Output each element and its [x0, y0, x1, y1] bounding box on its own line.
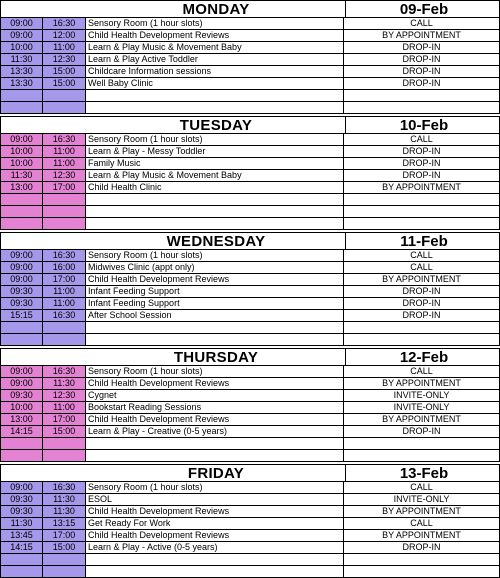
schedule-row	[0, 426, 500, 438]
start-time: 09:30	[0, 390, 43, 401]
booking-type: CALL	[344, 250, 500, 261]
start-time	[0, 102, 43, 113]
activity-name: Infant Feeding Support	[86, 298, 344, 309]
end-time	[43, 334, 86, 345]
schedule-row	[0, 530, 500, 542]
start-time: 09:00	[0, 262, 43, 273]
start-time	[0, 554, 43, 565]
schedule-row	[0, 506, 500, 518]
schedule-row	[0, 450, 500, 462]
start-time	[0, 322, 43, 333]
start-time: 15:15	[0, 310, 43, 321]
activity-name	[86, 102, 344, 113]
activity-name: Sensory Room (1 hour slots)	[86, 250, 344, 261]
schedule-row	[0, 366, 500, 378]
start-time: 09:30	[0, 286, 43, 297]
start-time: 09:30	[0, 298, 43, 309]
activity-name: Learn & Play Active Toddler	[86, 54, 344, 65]
day-date: 12-Feb	[345, 349, 500, 366]
end-time: 13:15	[43, 518, 86, 529]
activity-name	[86, 566, 344, 577]
day-name: MONDAY	[182, 1, 250, 18]
schedule-row	[0, 542, 500, 554]
activity-name	[86, 218, 344, 229]
booking-type: DROP-IN	[344, 542, 500, 553]
end-time	[43, 566, 86, 577]
activity-name: Child Health Development Reviews	[86, 414, 344, 425]
start-time: 11:30	[0, 518, 43, 529]
schedule-row	[0, 218, 500, 230]
booking-type: BY APPOINTMENT	[344, 30, 500, 41]
booking-type: DROP-IN	[344, 66, 500, 77]
start-time: 14:15	[0, 542, 43, 553]
day-header	[0, 232, 500, 250]
booking-type	[344, 450, 500, 461]
end-time: 15:00	[43, 78, 86, 89]
start-time: 10:00	[0, 42, 43, 53]
end-time: 15:00	[43, 542, 86, 553]
schedule-row	[0, 42, 500, 54]
end-time: 15:00	[43, 426, 86, 437]
day-block-thursday	[0, 348, 500, 462]
start-time: 09:30	[0, 494, 43, 505]
schedule-row	[0, 170, 500, 182]
schedule-row	[0, 146, 500, 158]
start-time: 10:00	[0, 146, 43, 157]
start-time: 09:00	[0, 250, 43, 261]
booking-type: DROP-IN	[344, 78, 500, 89]
booking-type: INVITE-ONLY	[344, 494, 500, 505]
schedule-row	[0, 134, 500, 146]
end-time: 16:30	[43, 366, 86, 377]
end-time: 11:00	[43, 158, 86, 169]
schedule-row	[0, 298, 500, 310]
schedule-row	[0, 250, 500, 262]
start-time: 09:00	[0, 366, 43, 377]
schedule-row	[0, 90, 500, 102]
day-header	[0, 348, 500, 366]
activity-name: Child Health Development Reviews	[86, 530, 344, 541]
activity-name	[86, 334, 344, 345]
booking-type: CALL	[344, 134, 500, 145]
activity-name: Sensory Room (1 hour slots)	[86, 134, 344, 145]
start-time: 13:30	[0, 66, 43, 77]
booking-type	[344, 102, 500, 113]
booking-type: CALL	[344, 18, 500, 29]
activity-name: Well Baby Clinic	[86, 78, 344, 89]
schedule-row	[0, 334, 500, 346]
activity-name	[86, 206, 344, 217]
booking-type: BY APPOINTMENT	[344, 274, 500, 285]
activity-name: Midwives Clinic (appt only)	[86, 262, 344, 273]
end-time: 11:00	[43, 286, 86, 297]
booking-type	[344, 554, 500, 565]
schedule-row	[0, 390, 500, 402]
schedule-row	[0, 414, 500, 426]
end-time	[43, 438, 86, 449]
activity-name	[86, 438, 344, 449]
activity-name: Learn & Play - Active (0-5 years)	[86, 542, 344, 553]
start-time: 09:00	[0, 18, 43, 29]
schedule-row	[0, 78, 500, 90]
schedule-row	[0, 182, 500, 194]
end-time: 16:30	[43, 18, 86, 29]
start-time: 13:00	[0, 414, 43, 425]
schedule-row	[0, 54, 500, 66]
end-time: 16:30	[43, 482, 86, 493]
end-time: 12:30	[43, 390, 86, 401]
activity-name	[86, 554, 344, 565]
booking-type: BY APPOINTMENT	[344, 506, 500, 517]
day-date: 11-Feb	[345, 233, 500, 250]
booking-type	[344, 322, 500, 333]
end-time	[43, 90, 86, 101]
end-time: 12:30	[43, 170, 86, 181]
start-time	[0, 566, 43, 577]
activity-name: Learn & Play - Creative (0-5 years)	[86, 426, 344, 437]
start-time: 10:00	[0, 402, 43, 413]
start-time: 09:00	[0, 378, 43, 389]
end-time: 16:30	[43, 310, 86, 321]
start-time: 13:30	[0, 78, 43, 89]
activity-name: Cygnet	[86, 390, 344, 401]
booking-type	[344, 218, 500, 229]
schedule-row	[0, 554, 500, 566]
start-time: 13:00	[0, 182, 43, 193]
booking-type: DROP-IN	[344, 298, 500, 309]
start-time: 13:45	[0, 530, 43, 541]
schedule-row	[0, 194, 500, 206]
activity-name: Sensory Room (1 hour slots)	[86, 18, 344, 29]
day-header	[0, 116, 500, 134]
booking-type: BY APPOINTMENT	[344, 530, 500, 541]
end-time: 11:00	[43, 402, 86, 413]
start-time: 11:30	[0, 54, 43, 65]
booking-type: DROP-IN	[344, 54, 500, 65]
end-time: 17:00	[43, 182, 86, 193]
booking-type: INVITE-ONLY	[344, 402, 500, 413]
schedule-row	[0, 482, 500, 494]
day-name: FRIDAY	[187, 465, 245, 482]
start-time	[0, 194, 43, 205]
activity-name: Get Ready For Work	[86, 518, 344, 529]
end-time: 15:00	[43, 66, 86, 77]
day-header	[0, 0, 500, 18]
end-time	[43, 322, 86, 333]
end-time: 16:00	[43, 262, 86, 273]
booking-type: DROP-IN	[344, 42, 500, 53]
activity-name	[86, 194, 344, 205]
activity-name	[86, 90, 344, 101]
start-time: 09:30	[0, 506, 43, 517]
day-block-tuesday	[0, 116, 500, 230]
start-time: 09:00	[0, 134, 43, 145]
start-time	[0, 450, 43, 461]
end-time: 17:00	[43, 530, 86, 541]
booking-type: INVITE-ONLY	[344, 390, 500, 401]
booking-type	[344, 334, 500, 345]
activity-name: Sensory Room (1 hour slots)	[86, 482, 344, 493]
activity-name: Child Health Development Reviews	[86, 274, 344, 285]
schedule-row	[0, 206, 500, 218]
start-time: 09:00	[0, 274, 43, 285]
activity-name	[86, 322, 344, 333]
day-block-friday	[0, 464, 500, 578]
activity-name	[86, 450, 344, 461]
day-name: TUESDAY	[179, 117, 253, 134]
day-block-wednesday	[0, 232, 500, 346]
schedule-row	[0, 438, 500, 450]
schedule-row	[0, 66, 500, 78]
start-time: 11:30	[0, 170, 43, 181]
booking-type: CALL	[344, 482, 500, 493]
schedule-row	[0, 274, 500, 286]
start-time: 10:00	[0, 158, 43, 169]
day-block-monday	[0, 0, 500, 114]
booking-type: DROP-IN	[344, 426, 500, 437]
start-time	[0, 438, 43, 449]
booking-type	[344, 194, 500, 205]
end-time	[43, 218, 86, 229]
booking-type: CALL	[344, 518, 500, 529]
schedule-row	[0, 310, 500, 322]
activity-name: Child Health Development Reviews	[86, 506, 344, 517]
day-name: WEDNESDAY	[166, 233, 266, 250]
end-time: 11:00	[43, 42, 86, 53]
booking-type: CALL	[344, 366, 500, 377]
end-time: 12:00	[43, 30, 86, 41]
booking-type: BY APPOINTMENT	[344, 182, 500, 193]
activity-name: Child Health Development Reviews	[86, 378, 344, 389]
activity-name: Learn & Play - Messy Toddler	[86, 146, 344, 157]
booking-type: DROP-IN	[344, 286, 500, 297]
start-time	[0, 218, 43, 229]
day-date: 10-Feb	[345, 117, 500, 134]
activity-name: Sensory Room (1 hour slots)	[86, 366, 344, 377]
schedule-row	[0, 286, 500, 298]
activity-name: Family Music	[86, 158, 344, 169]
booking-type: BY APPOINTMENT	[344, 414, 500, 425]
booking-type: CALL	[344, 262, 500, 273]
schedule-row	[0, 518, 500, 530]
schedule-row	[0, 402, 500, 414]
activity-name: Child Health Clinic	[86, 182, 344, 193]
end-time	[43, 554, 86, 565]
schedule-row	[0, 322, 500, 334]
activity-name: ESOL	[86, 494, 344, 505]
end-time: 11:30	[43, 506, 86, 517]
start-time	[0, 90, 43, 101]
booking-type: DROP-IN	[344, 146, 500, 157]
schedule-row	[0, 566, 500, 578]
end-time	[43, 206, 86, 217]
end-time: 16:30	[43, 250, 86, 261]
booking-type	[344, 566, 500, 577]
booking-type	[344, 206, 500, 217]
end-time: 17:00	[43, 414, 86, 425]
day-date: 09-Feb	[345, 1, 500, 18]
day-header	[0, 464, 500, 482]
booking-type: DROP-IN	[344, 310, 500, 321]
schedule-row	[0, 262, 500, 274]
activity-name: Learn & Play Music & Movement Baby	[86, 170, 344, 181]
end-time: 16:30	[43, 134, 86, 145]
schedule-row	[0, 102, 500, 114]
booking-type: BY APPOINTMENT	[344, 378, 500, 389]
start-time	[0, 206, 43, 217]
end-time: 11:30	[43, 494, 86, 505]
booking-type	[344, 438, 500, 449]
end-time: 11:00	[43, 298, 86, 309]
activity-name: Infant Feeding Support	[86, 286, 344, 297]
day-name: THURSDAY	[173, 349, 259, 366]
start-time: 09:00	[0, 482, 43, 493]
start-time: 09:00	[0, 30, 43, 41]
schedule-row	[0, 30, 500, 42]
activity-name: Bookstart Reading Sessions	[86, 402, 344, 413]
start-time: 14:15	[0, 426, 43, 437]
schedule-row	[0, 378, 500, 390]
activity-name: Learn & Play Music & Movement Baby	[86, 42, 344, 53]
start-time	[0, 334, 43, 345]
booking-type	[344, 90, 500, 101]
end-time	[43, 194, 86, 205]
schedule-row	[0, 18, 500, 30]
end-time	[43, 102, 86, 113]
end-time: 11:00	[43, 146, 86, 157]
activity-name: Childcare Information sessions	[86, 66, 344, 77]
activity-name: Child Health Development Reviews	[86, 30, 344, 41]
end-time: 17:00	[43, 274, 86, 285]
schedule-row	[0, 494, 500, 506]
booking-type: DROP-IN	[344, 170, 500, 181]
day-date: 13-Feb	[345, 465, 500, 482]
booking-type: DROP-IN	[344, 158, 500, 169]
activity-name: After School Session	[86, 310, 344, 321]
end-time	[43, 450, 86, 461]
end-time: 11:30	[43, 378, 86, 389]
end-time: 12:30	[43, 54, 86, 65]
schedule-row	[0, 158, 500, 170]
